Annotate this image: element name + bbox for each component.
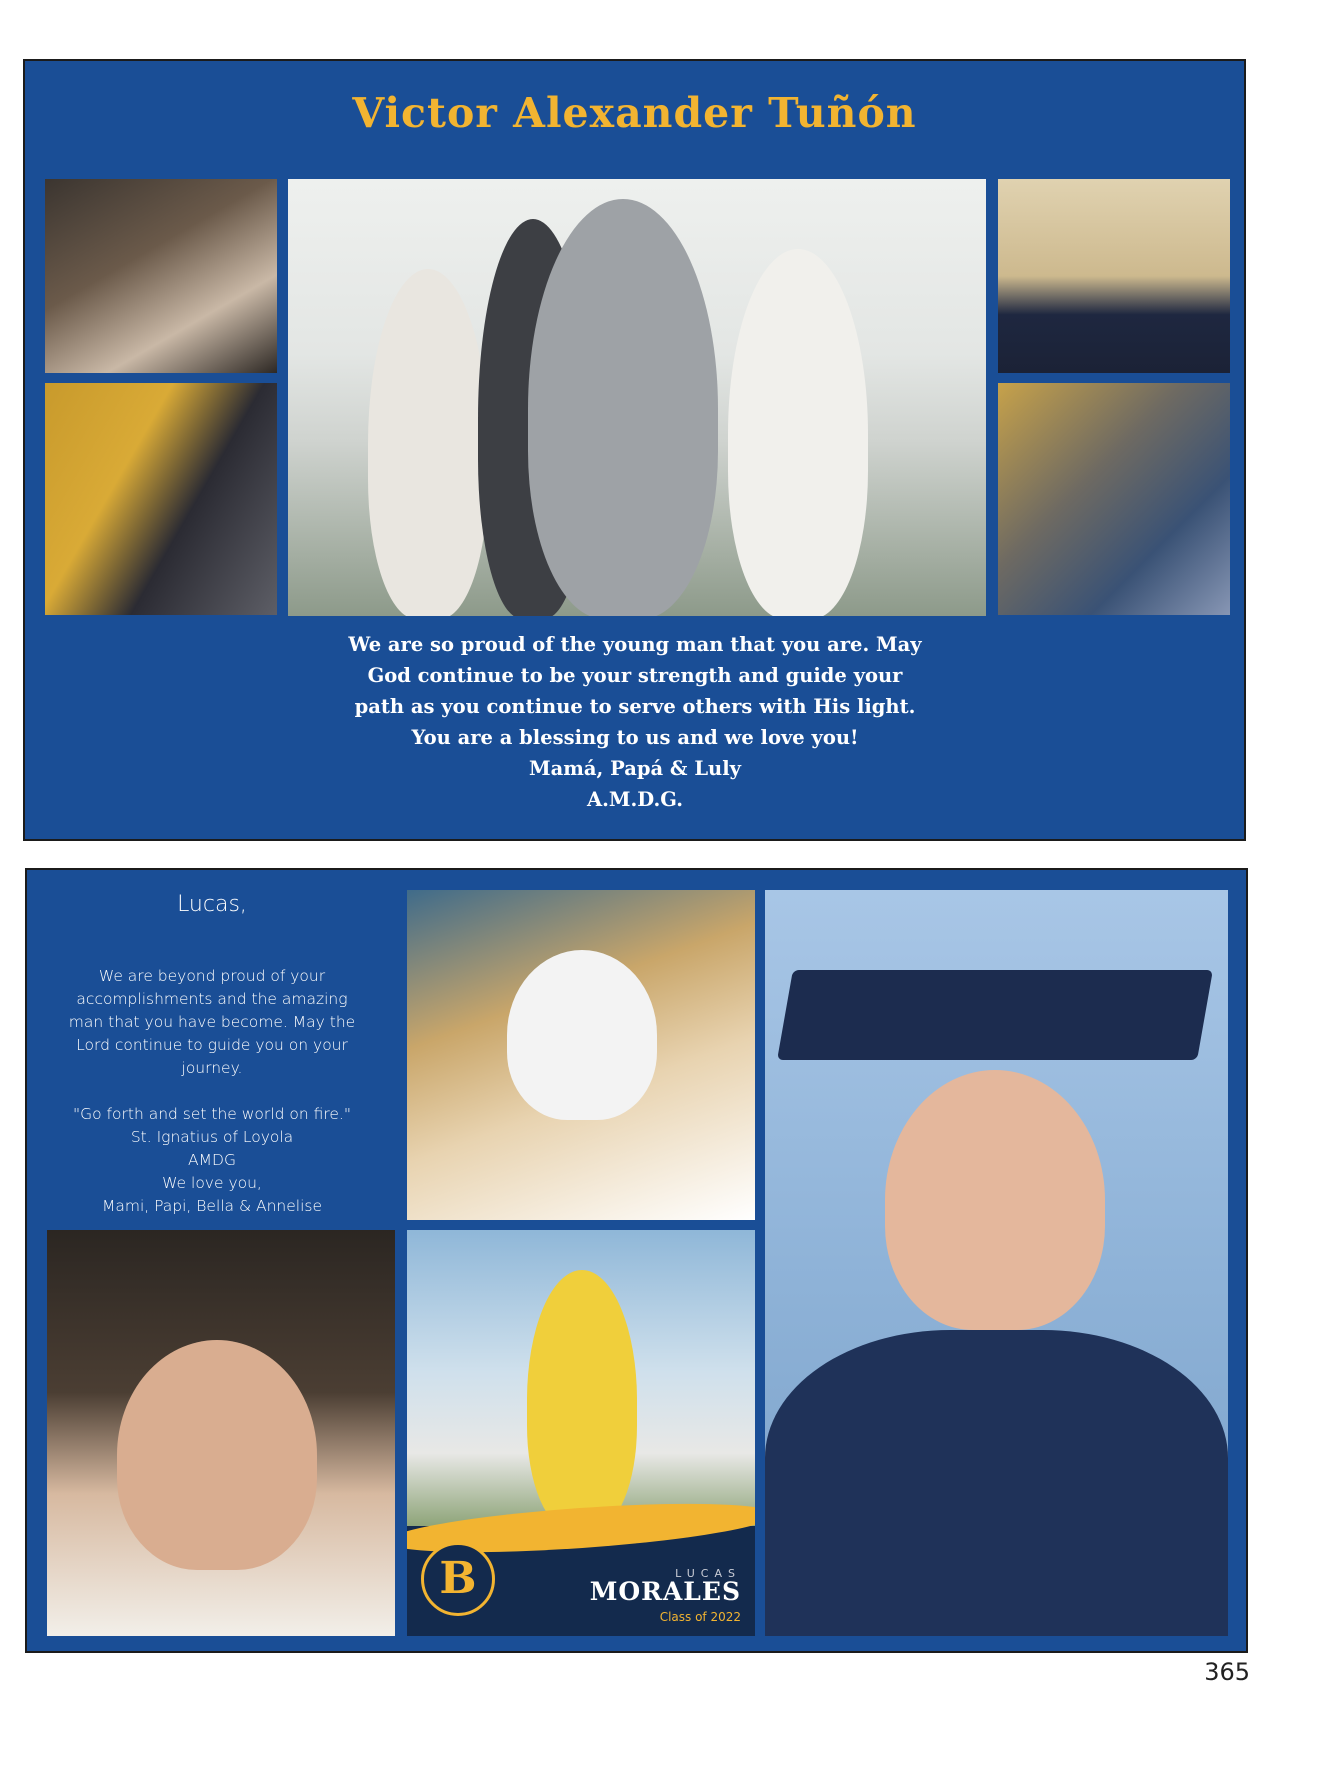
message-line: journey. bbox=[181, 1059, 243, 1077]
banner-class-year: Class of 2022 bbox=[659, 1610, 741, 1624]
message-line: We love you, bbox=[162, 1174, 262, 1192]
message-line: God continue to be your strength and guide your bbox=[367, 664, 903, 687]
senior-banner bbox=[407, 1526, 755, 1636]
ad-message bbox=[255, 629, 1015, 815]
message-line: path as you continue to serve others with His light. bbox=[354, 695, 916, 718]
photo-family-waterfront bbox=[288, 179, 986, 616]
photo-siblings-with-plush bbox=[45, 179, 277, 373]
message-line: You are a blessing to us and we love you! bbox=[411, 726, 859, 749]
photo-cross-country-banner bbox=[407, 1230, 755, 1636]
quote-line: "Go forth and set the world on fire." bbox=[73, 1105, 351, 1123]
photo-son-with-mother bbox=[998, 383, 1230, 615]
message-line: accomplishments and the amazing bbox=[76, 990, 348, 1008]
top-ad-panel bbox=[23, 59, 1246, 841]
photo-senior-portrait bbox=[765, 890, 1228, 1636]
message-amdg: AMDG bbox=[188, 1151, 236, 1169]
message-spacer bbox=[47, 1080, 377, 1103]
ad-message bbox=[47, 965, 377, 1218]
ad-title: Victor Alexander Tuñón bbox=[352, 89, 917, 137]
quote-attribution: St. Ignatius of Loyola bbox=[130, 1128, 294, 1146]
message-line: Lord continue to guide you on your bbox=[76, 1036, 348, 1054]
photo-child-graduation-cap bbox=[407, 890, 755, 1220]
message-line: We are so proud of the young man that you are. May bbox=[348, 633, 922, 656]
school-logo: B bbox=[421, 1542, 495, 1616]
message-signature: Mamá, Papá & Luly bbox=[529, 757, 741, 780]
page-number: 365 bbox=[1204, 1658, 1250, 1686]
message-amdg: A.M.D.G. bbox=[586, 788, 684, 811]
banner-first-name: LUCAS bbox=[675, 1567, 741, 1580]
photo-son-in-suit bbox=[998, 179, 1230, 373]
message-signature: Mami, Papi, Bella & Annelise bbox=[101, 1197, 323, 1215]
message-line: man that you have become. May the bbox=[68, 1013, 356, 1031]
bottom-ad-panel bbox=[25, 868, 1248, 1653]
message-line: We are beyond proud of your bbox=[98, 967, 326, 985]
photo-son-with-father bbox=[45, 383, 277, 615]
ad-greeting: Lucas, bbox=[177, 892, 247, 917]
photo-young-child bbox=[47, 1230, 395, 1636]
banner-last-name: MORALES bbox=[589, 1577, 741, 1606]
